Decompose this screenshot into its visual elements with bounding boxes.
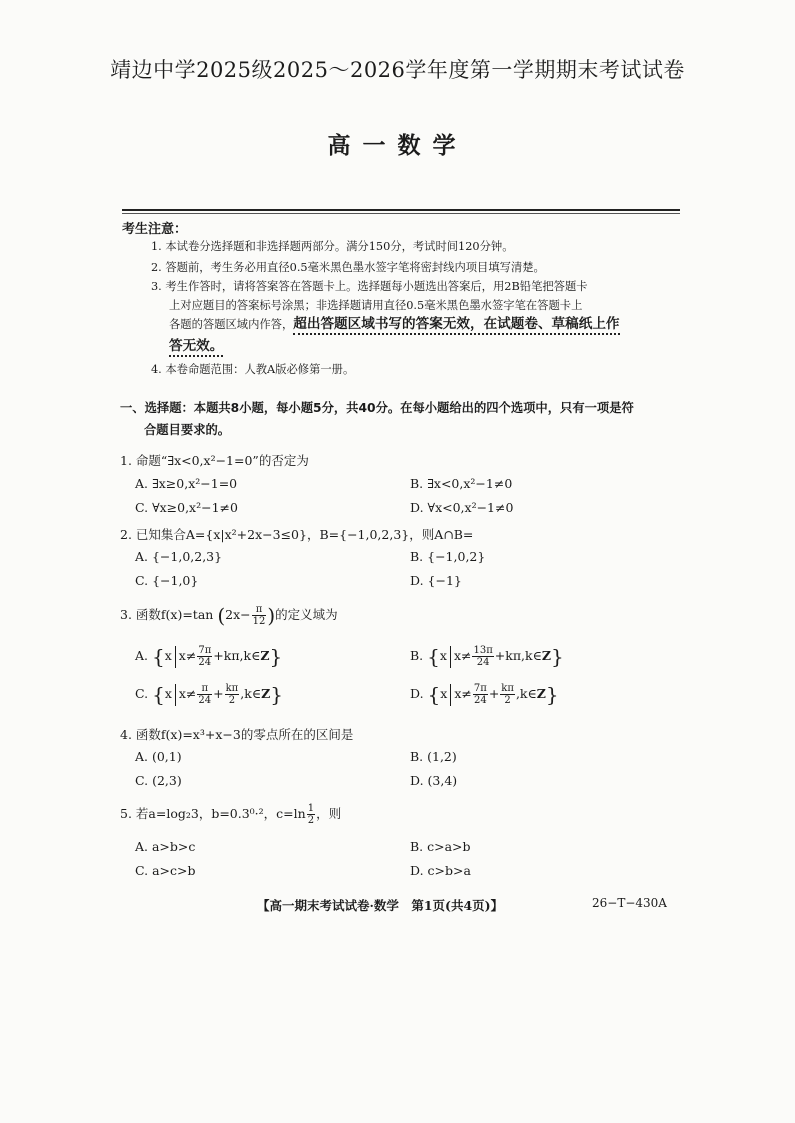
question-4-stem: 4. 函数f(x)=x³+x−3的零点所在的区间是 xyxy=(120,727,354,742)
q5-stem-num: 1 xyxy=(307,803,315,814)
q3b-z: Z xyxy=(541,648,551,663)
question-3-option-c xyxy=(135,683,283,706)
notice-text: 各题的答题区域内作答， xyxy=(169,318,294,331)
q3c-tail: ,k∈ xyxy=(240,686,262,701)
q3-paren-open: ( xyxy=(217,603,226,628)
notice-heading: 考生注意： xyxy=(122,222,188,237)
question-5-option-a: A. a>b>c xyxy=(135,839,196,854)
q3-stem-frac-den: 12 xyxy=(252,616,266,627)
q3d-frac xyxy=(473,683,488,706)
q3b-bar xyxy=(450,646,451,668)
q3b-brace-close: } xyxy=(550,644,564,669)
question-2-stem: 2. 已知集合A={x|x²+2x−3≤0}，B={−1,0,2,3}，则A∩B= xyxy=(120,527,474,542)
q3c-plus: + xyxy=(213,686,224,701)
section-heading-line2: 合题目要求的。 xyxy=(144,423,231,437)
q3a-brace-close: } xyxy=(269,644,283,669)
question-2-option-c: C. {−1,0} xyxy=(135,573,199,588)
q3a-frac xyxy=(197,645,212,668)
q3b-den: 24 xyxy=(476,657,490,668)
q3c-z: Z xyxy=(261,686,271,701)
section-heading xyxy=(120,397,685,441)
header-rule xyxy=(122,209,680,211)
q3a-bar xyxy=(175,646,176,668)
q3-stem-frac xyxy=(252,604,267,627)
question-4-option-d: D. (3,4) xyxy=(410,773,458,788)
question-1-option-d: D. ∀x<0,x²−1≠0 xyxy=(410,500,514,515)
notice-emphasis-end: 答无效。 xyxy=(169,338,223,357)
notice-item-2: 2. 答题前，考生务必用直径0.5毫米黑色墨水签字笔将密封线内项目填写清楚。 xyxy=(151,261,545,274)
q3a-den: 24 xyxy=(198,657,212,668)
q3d-x: x xyxy=(440,686,448,701)
notice-item-3-line3 xyxy=(169,315,689,334)
q3d-num: 7π xyxy=(473,683,487,694)
notice-item-3-line4 xyxy=(169,337,699,356)
q3d-label: D. xyxy=(410,686,424,701)
q3c-den2: 2 xyxy=(228,695,236,706)
subject-title: 高一数学 xyxy=(327,132,468,159)
q3b-cond: x≠ xyxy=(453,648,472,663)
q5-stem-prefix: 5. 若a=log₂3，b=0.3⁰·²，c=ln xyxy=(120,806,306,821)
q3c-cond: x≠ xyxy=(178,686,197,701)
exam-title: 靖边中学2025级2025～2026学年度第一学期期末考试试卷 xyxy=(110,58,685,82)
question-4-option-a: A. (0,1) xyxy=(135,749,182,764)
question-3-option-a xyxy=(135,645,282,668)
question-1-option-b: B. ∃x<0,x²−1≠0 xyxy=(410,476,513,491)
q3d-z: Z xyxy=(536,686,546,701)
question-2-option-b: B. {−1,0,2} xyxy=(410,549,486,564)
q3d-num2: kπ xyxy=(501,683,514,694)
q3-stem-suffix: 的定义域为 xyxy=(275,607,338,622)
notice-item-3-line2: 上对应题目的答案标号涂黑；非选择题请用直径0.5毫米黑色墨水签字笔在答题卡上 xyxy=(169,299,583,312)
q3a-x: x xyxy=(164,648,172,663)
question-2-option-a: A. {−1,0,2,3} xyxy=(135,549,223,564)
q3c-num: π xyxy=(197,683,212,695)
question-4-option-b: B. (1,2) xyxy=(410,749,457,764)
paper-code: 26−T−430A xyxy=(592,896,667,910)
q3-stem-prefix: 3. 函数f(x)=tan xyxy=(120,607,214,622)
q3b-x: x xyxy=(439,648,447,663)
q3-paren-close: ) xyxy=(267,603,276,628)
q3c-brace-open: { xyxy=(152,682,165,707)
notice-item-4: 4. 本卷命题范围：人教A版必修第一册。 xyxy=(151,363,355,376)
question-5-option-d: D. c>b>a xyxy=(410,863,471,878)
q3c-bar xyxy=(175,684,176,706)
q3c-den: 24 xyxy=(198,695,212,706)
notice-emphasis: 超出答题区域书写的答案无效，在试题卷、草稿纸上作 xyxy=(293,316,619,335)
q3c-label: C. xyxy=(135,686,149,701)
question-1-stem: 1. 命题“∃x<0,x²−1=0”的否定为 xyxy=(120,453,309,468)
question-3-option-d xyxy=(410,683,559,706)
q3c-frac2 xyxy=(225,683,240,706)
q3b-tail: +kπ,k∈ xyxy=(494,648,542,663)
q3a-brace-open: { xyxy=(152,644,165,669)
q3d-frac2 xyxy=(500,683,515,706)
question-2-option-d: D. {−1} xyxy=(410,573,462,588)
q3b-frac xyxy=(472,645,493,668)
question-3-option-b xyxy=(410,645,564,668)
question-5-option-c: C. a>c>b xyxy=(135,863,196,878)
question-1-option-c: C. ∀x≥0,x²−1≠0 xyxy=(135,500,238,515)
q5-stem-suffix: ，则 xyxy=(316,806,342,821)
section-heading-line1: 一、选择题：本题共8小题，每小题5分，共40分。在每小题给出的四个选项中，只有一项是符 xyxy=(120,401,634,415)
q3b-num: 13π xyxy=(473,645,493,656)
q3c-brace-close: } xyxy=(270,682,283,707)
question-1-option-a: A. ∃x≥0,x²−1=0 xyxy=(135,476,238,491)
q3d-brace-open: { xyxy=(427,682,441,707)
q3d-cond: x≠ xyxy=(454,686,472,701)
q3d-plus: + xyxy=(488,686,500,701)
header-rule-thin xyxy=(122,213,680,214)
notice-item-1: 1. 本试卷分选择题和非选择题两部分。满分150分，考试时间120分钟。 xyxy=(151,240,514,253)
question-3-stem xyxy=(120,604,338,627)
q3a-label: A. xyxy=(135,648,149,663)
q3a-cond: x≠ xyxy=(178,648,197,663)
question-5-option-b: B. c>a>b xyxy=(410,839,471,854)
q5-stem-den: 2 xyxy=(307,815,315,826)
q3a-z: Z xyxy=(260,648,270,663)
q3-stem-inner: 2x− xyxy=(225,607,251,622)
q5-stem-frac xyxy=(307,803,315,826)
q3-stem-frac-num: π xyxy=(252,604,267,616)
q3b-label: B. xyxy=(410,648,424,663)
page-footer: 【高一期末考试试卷·数学 第1页(共4页)】 xyxy=(257,898,504,913)
q3d-den: 24 xyxy=(473,695,487,706)
q3c-frac xyxy=(197,683,212,706)
q3d-bar xyxy=(450,684,451,706)
question-5-stem xyxy=(120,803,341,826)
notice-item-3: 3. 考生作答时，请将答案答在答题卡上。选择题每小题选出答案后，用2B铅笔把答题卡 xyxy=(151,280,588,293)
q3a-tail: +kπ,k∈ xyxy=(213,648,261,663)
q3c-x: x xyxy=(164,686,172,701)
q3d-den2: 2 xyxy=(504,695,511,706)
q3d-tail: ,k∈ xyxy=(515,686,537,701)
q3d-brace-close: } xyxy=(545,682,559,707)
q3b-brace-open: { xyxy=(427,644,440,669)
question-4-option-c: C. (2,3) xyxy=(135,773,182,788)
q3a-num: 7π xyxy=(198,645,212,656)
q3c-num2: kπ xyxy=(225,683,239,694)
